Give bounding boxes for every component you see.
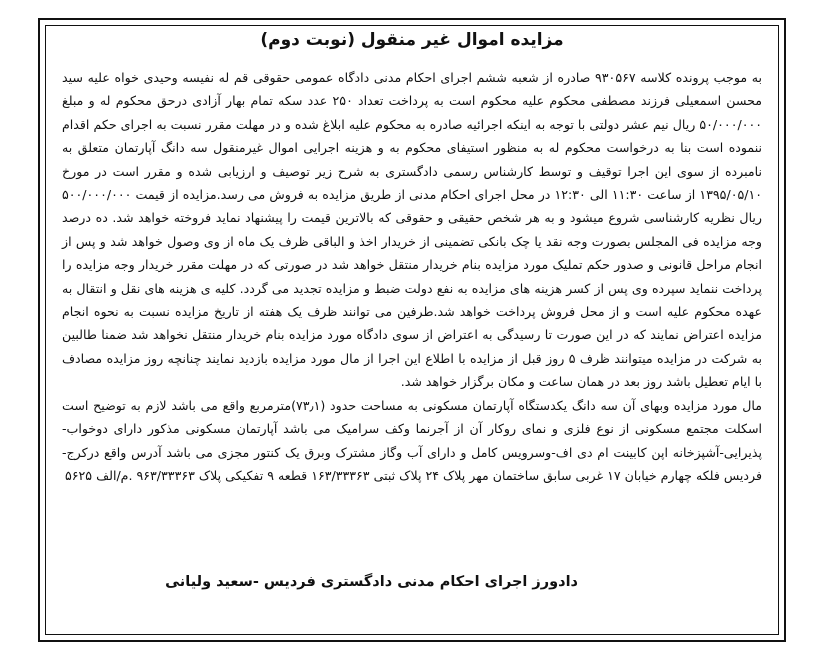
- notice-signature: دادورز اجرای احکام مدنی دادگستری فردیس -سعید ولیانی: [165, 574, 578, 590]
- notice-inner-border: [45, 25, 779, 635]
- notice-frame: [38, 18, 786, 642]
- notice-paragraph-1: به موجب پرونده کلاسه ۹۳۰۵۶۷ صادره از شعبه ششم اجرای احکام مدنی دادگاه عمومی حقوقی قم له نفیسه وحیدی خواه علیه سید محسن اسمعیلی فرزند مصطفی محکوم علیه محکوم است به پرداخت تعداد ۲۵۰ عدد سکه تمام بهار آزادی درحق محکوم له و مبلغ ۵۰/۰۰۰/۰۰۰ ریال نیم عشر دولتی با توجه به اینکه اجرائیه صادره به محکوم علیه ابلاغ شده و در مهلت مقرر نسبت به اجرای حکم اقدام ننموده است بنا به درخواست محکوم له به منظور استیفای محکوم به و هزینه اجرایی اموال غیرمنقول سه دانگ آپارتمان متعلق به نامبرده از سوی این اجرا توقیف و توسط کارشناس رسمی دادگستری به شرح زیر توصیف و ارزیابی شده و مقرر است در مورخ ۱۳۹۵/۰۵/۱۰ از ساعت ۱۱:۳۰ الی ۱۲:۳۰ در محل اجرای احکام مدنی از طریق مزایده به فروش می رسد.مزایده از قیمت ۵۰۰/۰۰۰/۰۰۰ ریال نظریه کارشناسی شروع میشود و به هر شخص حقیقی و حقوقی که بالاترین قیمت را پیشنهاد نماید فروخته خواهد شد. ده درصد وجه مزایده فی المجلس بصورت وجه نقد یا چک بانکی تضمینی از خریدار اخذ و الباقی ظرف یک ماه از وی وصول خواهد شد و پس از انجام مراحل قانونی و صدور حکم تملیک مورد مزایده بنام خریدار منتقل خواهد شد در صورتی که در مهلت مقرر خریدار وجه مزایده را پرداخت ننماید سپرده وی پس از کسر هزینه های مزایده به نفع دولت ضبط و مزایده تجدید می گردد. کلیه ی هزینه های نقل و انتقال به عهده محکوم علیه است و از محل فروش پرداخت خواهد شد.طرفین می توانند ظرف یک هفته از تاریخ مزایده نسبت به نحوه انجام مزایده اعتراض نمایند که در این صورت تا رسیدگی به اعتراض از سوی دادگاه مورد مزایده بنام خریدار منتقل نخواهد شد ضمنا طالبین به شرکت در مزایده میتوانند ظرف ۵ روز قبل از مزایده با اطلاع این اجرا از مال مورد مزایده بازدید نمایند چنانچه روز مزایده مصادف با ایام تعطیل باشد روز بعد در همان ساعت و مکان برگزار خواهد شد.: [62, 70, 763, 390]
- notice-paragraph-2: مال مورد مزایده وبهای آن سه دانگ یکدستگاه آپارتمان مسکونی به مساحت حدود (۷۳٫۱)مترمربع واقع می باشد لازم به توضیح است اسکلت مجتمع مسکونی از نوع فلزی و نمای روکار آن از آجرنما وکف سرامیک می باشد آپارتمان مسکونی مذکور دارای دوخواب-پذیرایی-آشپزخانه اپن کابینت ام دی اف-وسرویس کامل و دارای آب وگاز مشترک وبرق یک کنتور مجزی می باشد آدرس واقع درکرج-فردیس فلکه چهارم خیابان ۱۷ غربی سابق ساختمان مهر پلاک ۲۴ پلاک ثبتی ۱۶۳/۳۳۳۶۳ قطعه ۹ تفکیکی پلاک ۹۶۳/۳۳۳۶۳ .م/الف ۵۶۲۵: [62, 397, 762, 483]
- notice-body: [62, 66, 762, 487]
- notice-title: مزایده اموال غیر منقول (نوبت دوم): [260, 30, 564, 50]
